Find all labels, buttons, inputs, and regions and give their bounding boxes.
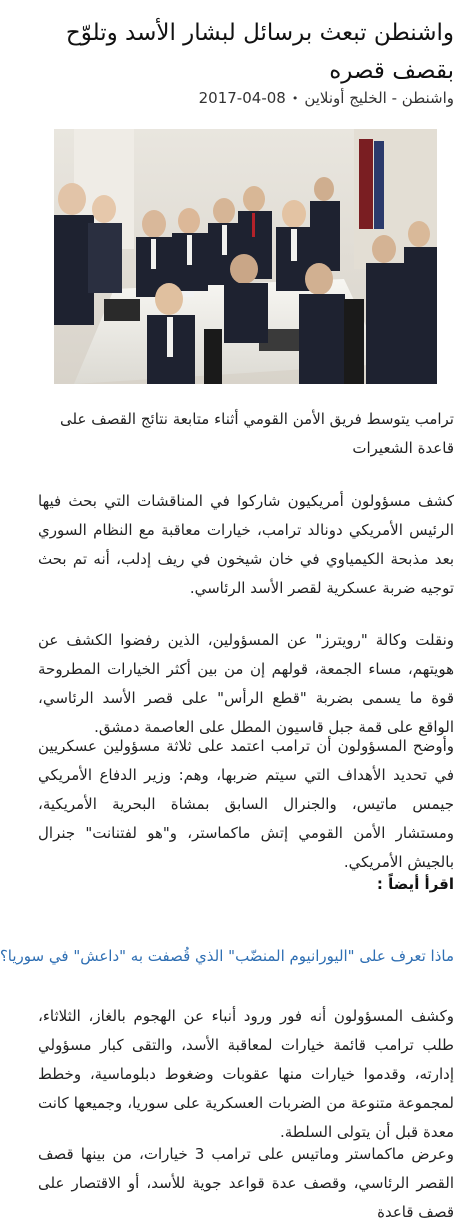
article-meta [38,87,454,110]
read-also-label: اقرأ أيضاً : [376,875,454,893]
article-source: واشنطن - الخليج أونلاين [304,89,454,107]
meta-separator: • [291,91,299,105]
article-paragraph-4: وكشف المسؤولون أنه فور ورود أنباء عن الهجوم بالغاز، الثلاثاء، طلب ترامب قائمة خيارات لمعاقبة الأسد، والتقى كبار مسؤولي إدارته، وقدموا خيارات منها عقوبات وضغوط دبلوماسية، وخطط لمجموعة متنوعة من الضربات العسكرية على سوريا، وجميعها كانت معدة قبل أن يتولى السلطة. [38,1007,454,1141]
article-headline: واشنطن تبعث برسائل لبشار الأسد وتلوّح بقصف قصره [65,20,454,84]
photo-caption: ترامب يتوسط فريق الأمن القومي أثناء متابعة نتائج القصف على قاعدة الشعيرات [60,410,454,457]
article-photo[interactable] [54,129,437,384]
article-paragraph-5: وعرض ماكماستر وماتيس على ترامب 3 خيارات، من بينها قصف القصر الرئاسي، وقصف عدة قواعد جوية للأسد، أو الاقتصار على قصف قاعدة [38,1145,455,1221]
article-paragraph-2: ونقلت وكالة "رويترز" عن المسؤولين، الذين رفضوا الكشف عن هويتهم، مساء الجمعة، قولهم إن من بين أكثر الخيارات المطروحة قوة ما يسمى بضربة "قطع الرأس" على قصر الأسد الرئاسي، الواقع على قمة جبل قاسيون المطل على العاصمة دمشق. [38,631,454,736]
article-paragraph-3: وأوضح المسؤولون أن ترامب اعتمد على ثلاثة مسؤولين عسكريين في تحديد الأهداف التي سيتم ضربها، وهم: وزير الدفاع الأمريكي جيمس ماتيس، والجنرال السابق بمشاة البحرية الأمريكية، ومستشار الأمن القومي إتش ماكماستر، و"هو لفتنانت" جنرال بالجيش الأمريكي. [38,737,454,871]
article-paragraph-1: كشف مسؤولون أمريكيون شاركوا في المناقشات التي بحث فيها الرئيس الأمريكي دونالد ترامب، خيارات معاقبة مع النظام السوري بعد مذبحة الكيمياوي في خان شيخون في ريف إدلب، أنه تم بحث توجيه ضربة عسكرية لقصر الأسد الرئاسي. [38,492,454,597]
photo-image [54,129,437,384]
related-article-link[interactable]: ماذا تعرف على "اليورانيوم المنضّب" الذي قُصفت به "داعش" في سوريا؟ [0,947,454,965]
article-date: 08-04-2017 [198,89,286,107]
